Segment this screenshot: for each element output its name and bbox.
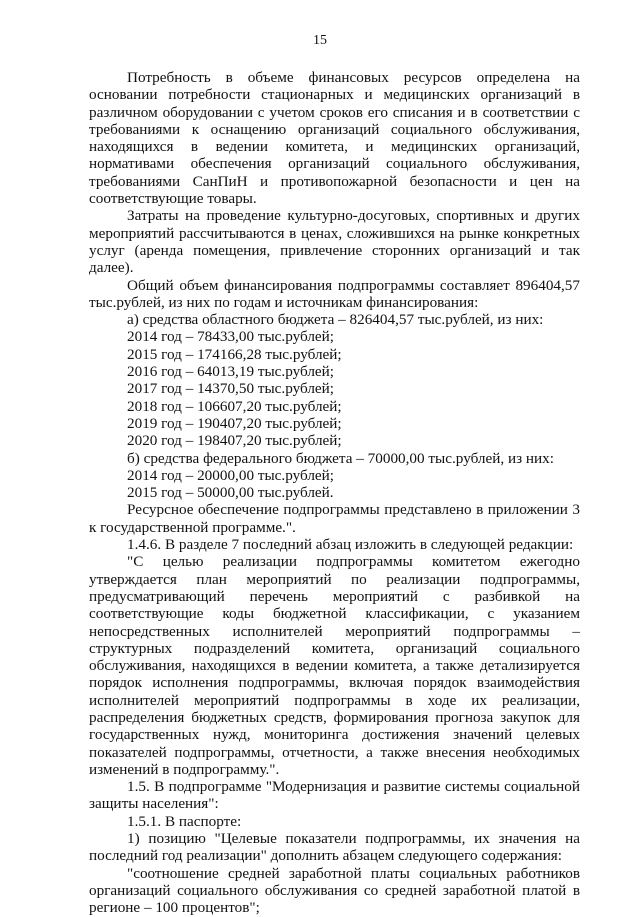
- paragraph-target-indicators: 1) позицию "Целевые показатели подпрограммы, их значения на последний год реализации" дополнить абзацем следующего содержания:: [89, 830, 580, 865]
- paragraph-subprogram-modernization: 1.5. В подпрограмме "Модернизация и развитие системы социальной защиты населения":: [89, 778, 580, 813]
- paragraph-resource-annex: Ресурсное обеспечение подпрограммы представлено в приложении 3 к государственной программе.".: [89, 501, 580, 536]
- page-number: 15: [313, 33, 327, 48]
- paragraph-total-funding: Общий объем финансирования подпрограммы составляет 896404,57 тыс.рублей, из них по годам и источникам финансирования:: [89, 276, 580, 311]
- funding-line-2019: 2019 год – 190407,20 тыс.рублей;: [127, 414, 342, 432]
- funding-line-2014: 2014 год – 78433,00 тыс.рублей;: [127, 328, 335, 346]
- funding-line-2020: 2020 год – 198407,20 тыс.рублей;: [127, 432, 342, 450]
- paragraph-salary-ratio: "соотношение средней заработной платы социальных работников организаций социального обслуживания со средней заработной платой в регионе – 100 процентов";: [89, 864, 580, 917]
- paragraph-section-7-amend: 1.4.6. В разделе 7 последний абзац изложить в следующей редакции:: [127, 536, 574, 554]
- federal-line-2015: 2015 год – 50000,00 тыс.рублей.: [127, 484, 334, 502]
- paragraph-action-plan: "С целью реализации подпрограммы комитетом ежегодно утверждается план мероприятий по реализации подпрограммы, предусматривающий перечень мероприятий с разбивкой на соответствующие коды бюджетной классификации, с указанием непосредственных исполнителей мероприятий подпрограммы – структурных подразделений комитета, организаций социального обслуживания, находящихся в ведении комитета, а также детализируется порядок исполнения подпрограммы, включая порядок взаимодействия исполнителей мероприятий подпрограммы в ходе их реализации, распределения бюджетных средств, формирования прогноза закупок для государственных нужд, мониторинга достижения значений целевых показателей подпрограммы, отчетности, а также внесения необходимых изменений в подпрограмму.".: [89, 553, 580, 778]
- paragraph-regional-budget: а) средства областного бюджета – 826404,57 тыс.рублей, из них:: [127, 311, 544, 329]
- funding-line-2015: 2015 год – 174166,28 тыс.рублей;: [127, 345, 342, 363]
- paragraph-federal-budget: б) средства федерального бюджета – 70000,00 тыс.рублей, из них:: [127, 449, 554, 467]
- federal-line-2014: 2014 год – 20000,00 тыс.рублей;: [127, 466, 335, 484]
- paragraph-event-costs: Затраты на проведение культурно-досуговых, спортивных и других мероприятий рассчитываются в ценах, сложившихся на рынке конкретных услуг (аренда помещения, привлечение сторонних организаций и так далее).: [89, 207, 580, 277]
- funding-line-2018: 2018 год – 106607,20 тыс.рублей;: [127, 397, 342, 415]
- funding-line-2016: 2016 год – 64013,19 тыс.рублей;: [127, 363, 335, 381]
- funding-line-2017: 2017 год – 14370,50 тыс.рублей;: [127, 380, 335, 398]
- paragraph-resource-need: Потребность в объеме финансовых ресурсов определена на основании потребности стационарных и медицинских организаций в различном оборудовании с учетом сроков его списания и в соответствии с требованиями к оснащению организаций социального обслуживания, находящихся в ведении комитета, и медицинских организаций, нормативами обеспечения организаций социального обслуживания, требованиями СанПиН и противопожарной безопасности и цен на соответствующие товары.: [89, 69, 580, 208]
- document-body: [89, 69, 580, 917]
- paragraph-passport: 1.5.1. В паспорте:: [127, 812, 242, 830]
